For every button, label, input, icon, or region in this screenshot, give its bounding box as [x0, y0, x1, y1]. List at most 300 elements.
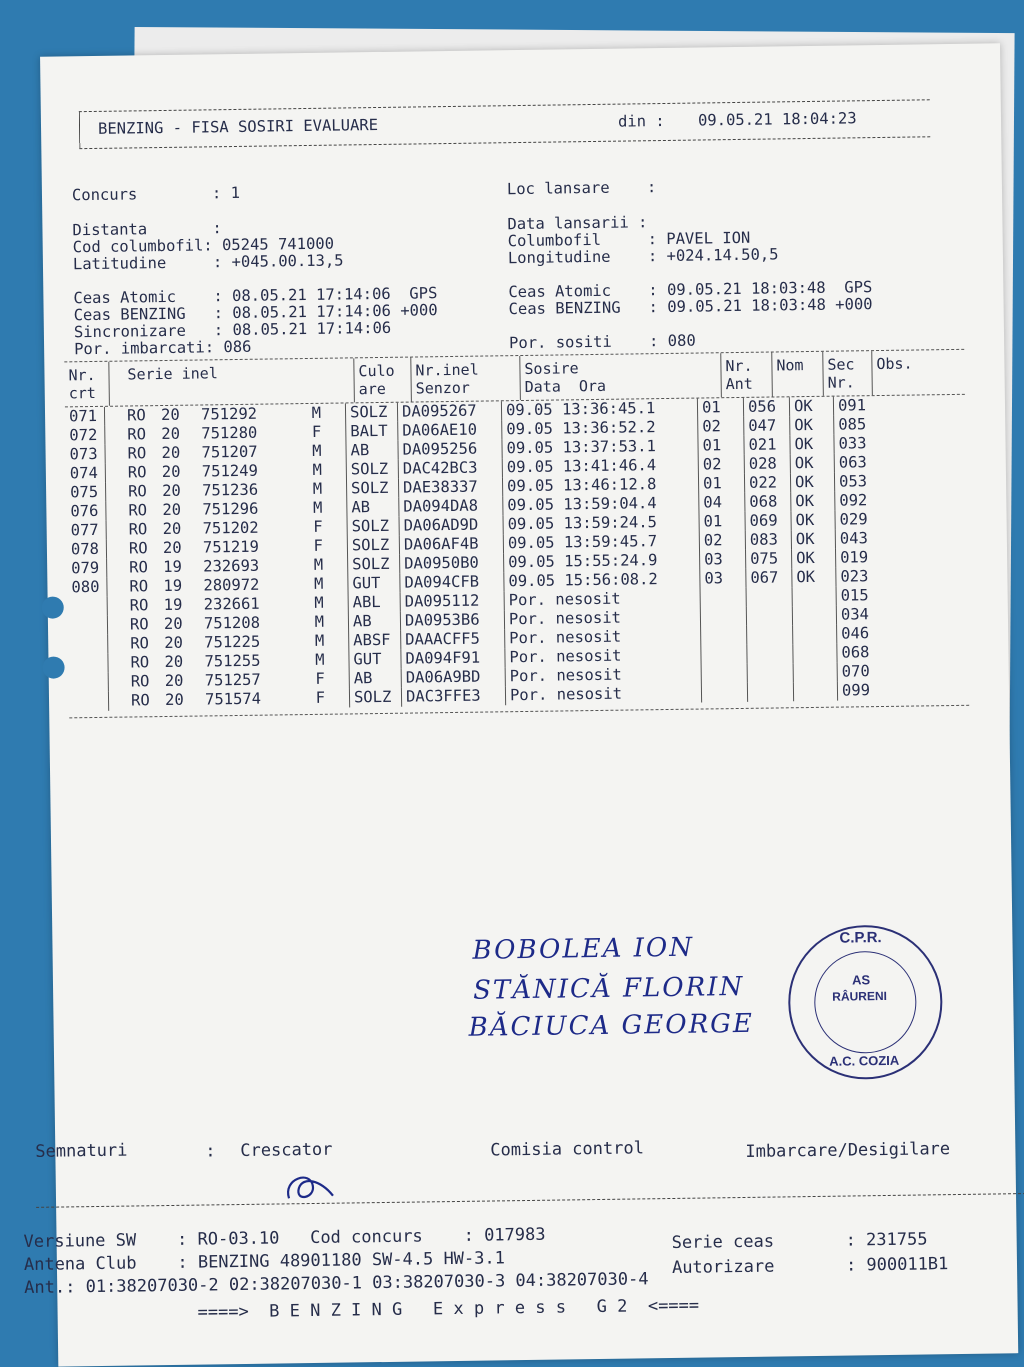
table-cell [835, 453, 895, 473]
table-cell [68, 654, 108, 674]
row-sex: F [303, 537, 323, 556]
row-inel: 751202 [203, 518, 303, 538]
table-cell [699, 455, 745, 475]
table-cell [347, 479, 399, 499]
table-cell [399, 477, 503, 497]
row-senzor: DA06AF4B [404, 535, 479, 554]
row-inel: 751292 [201, 404, 301, 424]
row-inel: 751280 [201, 423, 301, 443]
table-cell [794, 663, 838, 683]
table-cell [401, 648, 505, 668]
table-cell [348, 536, 400, 556]
row-sosire: 09.05 13:37:53.1 [506, 437, 656, 457]
table-cell [745, 511, 791, 531]
row-inel: 280972 [203, 575, 303, 595]
row-nr: 078 [71, 540, 99, 558]
table-cell [401, 629, 505, 649]
table-cell [701, 626, 747, 646]
row-obs: 092 [839, 491, 867, 509]
info-value: +024.14.50,5 [666, 245, 778, 265]
row-an: 19 [163, 557, 203, 577]
table-cell [793, 625, 837, 645]
row-culoare: GUT [352, 574, 380, 592]
table-cell [748, 682, 794, 702]
row-sosire: 09.05 13:59:45.7 [508, 532, 658, 552]
table-cell [747, 606, 793, 626]
table-cell [349, 593, 401, 613]
row-sex: M [302, 461, 322, 480]
row-senzor: DA095256 [402, 440, 477, 459]
row-culoare: ABSF [353, 631, 391, 650]
row-nom: 068 [749, 492, 777, 510]
row-nr: 076 [70, 502, 98, 520]
row-tara: RO [131, 691, 165, 710]
info-label: Ceas Atomic : [508, 281, 658, 301]
row-inel: 751257 [205, 670, 305, 690]
table-cell [744, 435, 790, 455]
row-senzor: DA0953B6 [405, 611, 480, 630]
info-value: 1 [230, 184, 240, 202]
row-an: 20 [162, 462, 202, 482]
row-ant: 01 [702, 398, 721, 416]
row-an: 19 [163, 576, 203, 596]
info-label: Data lansarii : [507, 213, 647, 233]
table-cell [791, 492, 835, 512]
print-date: 09.05.21 18:04:23 [698, 109, 857, 129]
info-value: 08.05.21 17:14:06 +000 [232, 301, 438, 322]
table-cell [793, 587, 837, 607]
table-cell [790, 435, 834, 455]
row-tara: RO [129, 520, 163, 539]
table-cell [745, 454, 791, 474]
row-sosire: 09.05 15:55:24.9 [508, 551, 658, 571]
row-senzor: DA095112 [405, 592, 480, 611]
row-tara: RO [129, 539, 163, 558]
table-cell [699, 474, 745, 494]
table-cell [748, 663, 794, 683]
row-ant: 04 [703, 493, 722, 511]
info-value: 09.05.21 18:03:48 +000 [667, 295, 873, 316]
row-obs: 091 [838, 396, 866, 414]
row-sex: M [304, 651, 324, 670]
table-cell [350, 669, 402, 689]
table-cell [109, 688, 350, 710]
info-label: Latitudine : [73, 253, 223, 273]
row-sosire: 09.05 13:36:52.2 [506, 418, 656, 438]
row-sex: M [301, 442, 321, 461]
row-sosire: 09.05 15:56:08.2 [508, 570, 658, 590]
row-sex: F [303, 518, 323, 537]
table-cell [701, 588, 747, 608]
row-senzor: DA094DA8 [403, 497, 478, 516]
table-cell [399, 496, 503, 516]
row-tara: RO [130, 634, 164, 653]
info-label: Cod columbofil: [73, 236, 213, 256]
row-inel: 751225 [204, 632, 304, 652]
row-nom: 056 [748, 397, 776, 415]
row-obs: 033 [838, 434, 866, 452]
table-cell [699, 493, 745, 513]
row-inel: 751236 [202, 480, 302, 500]
row-obs: 023 [840, 567, 868, 585]
row-ant: 01 [703, 512, 722, 530]
table-cell [837, 624, 897, 644]
col-nr: Nr. crt [64, 362, 110, 407]
table-cell [698, 417, 744, 437]
row-obs: 068 [841, 643, 869, 661]
row-sec: OK [795, 473, 814, 491]
table-cell [836, 567, 896, 587]
table-cell [348, 555, 400, 575]
row-obs: 099 [842, 681, 870, 699]
table-cell [745, 473, 791, 493]
row-senzor: DA06AE10 [402, 421, 477, 440]
row-nr: 071 [69, 407, 97, 425]
info-label: Columbofil : [508, 230, 658, 250]
row-sosire: Por. nesosit [509, 609, 621, 629]
row-nom: 075 [750, 549, 778, 567]
row-ant: 03 [704, 550, 723, 568]
table-cell [66, 502, 106, 522]
table-cell [698, 398, 744, 418]
table-cell [837, 586, 897, 606]
table-cell [746, 530, 792, 550]
table-cell [68, 616, 108, 636]
table-cell [835, 491, 895, 511]
row-tara: RO [131, 672, 165, 691]
table-cell [838, 681, 898, 701]
row-nom: 067 [750, 568, 778, 586]
punch-hole [42, 596, 64, 618]
table-cell [834, 434, 894, 454]
row-senzor: DAC42BC3 [403, 459, 478, 478]
table-cell [401, 610, 505, 630]
row-sec: OK [796, 530, 815, 548]
table-cell [398, 439, 502, 459]
row-tara: RO [129, 558, 163, 577]
row-culoare: SOLZ [352, 536, 390, 555]
col-sec: Sec Nr. [823, 351, 873, 396]
table-cell [793, 644, 837, 664]
table-cell [67, 540, 107, 560]
header-box [79, 99, 930, 149]
row-sec: OK [794, 435, 813, 453]
table-cell [346, 403, 398, 423]
stamp-middle-text: RÂURENI [832, 989, 887, 1004]
row-an: 20 [162, 481, 202, 501]
row-nr: 080 [71, 578, 99, 596]
table-cell [834, 415, 894, 435]
stamp-middle-text: AS [852, 972, 870, 987]
row-an: 20 [162, 500, 202, 520]
table-cell [65, 445, 105, 465]
info-label: Sincronizare : [74, 321, 224, 341]
row-sex: M [304, 613, 324, 632]
row-obs: 034 [841, 605, 869, 623]
info-value: PAVEL ION [666, 229, 750, 248]
table-cell [346, 441, 398, 461]
row-sosire: 09.05 13:46:12.8 [507, 475, 657, 495]
row-sosire: Por. nesosit [509, 590, 621, 610]
row-sex: F [301, 423, 321, 442]
row-sex: M [304, 632, 324, 651]
col-sosire: Sosire Data Ora [520, 353, 722, 400]
table-cell [700, 531, 746, 551]
table-cell [837, 643, 897, 663]
row-sex: F [305, 670, 325, 689]
row-obs: 015 [841, 586, 869, 604]
table-cell [792, 530, 836, 550]
table-cell [701, 607, 747, 627]
table-cell [700, 550, 746, 570]
table-cell [68, 635, 108, 655]
table-cell [402, 667, 506, 687]
table-cell [399, 458, 503, 478]
row-culoare: SOLZ [351, 479, 389, 498]
table-cell [790, 416, 834, 436]
info-value: 08.05.21 17:14:06 GPS [232, 284, 438, 305]
row-culoare: GUT [353, 650, 381, 668]
row-culoare: SOLZ [352, 555, 390, 574]
table-cell [67, 578, 107, 598]
row-culoare: SOLZ [351, 460, 389, 479]
table-cell [349, 631, 401, 651]
row-obs: 070 [842, 662, 870, 680]
row-ant: 01 [702, 436, 721, 454]
table-cell [744, 397, 790, 417]
row-sec: OK [794, 397, 813, 415]
info-value: 05245 741000 [222, 235, 334, 255]
row-obs: 085 [838, 415, 866, 433]
row-nr: 075 [70, 483, 98, 501]
signature-crescator: Crescator [240, 1140, 332, 1161]
row-obs: 019 [840, 548, 868, 566]
row-tara: RO [127, 425, 161, 444]
row-an: 20 [161, 424, 201, 444]
row-nr: 072 [69, 426, 97, 444]
row-culoare: AB [353, 612, 372, 630]
row-sec: OK [795, 511, 814, 529]
row-inel: 232693 [203, 556, 303, 576]
row-obs: 029 [839, 510, 867, 528]
row-an: 20 [164, 633, 204, 653]
row-sec: OK [794, 416, 813, 434]
table-cell [350, 688, 402, 708]
table-cell [835, 472, 895, 492]
table-cell [348, 574, 400, 594]
row-sex: M [302, 499, 322, 518]
table-cell [836, 548, 896, 568]
table-cell [836, 529, 896, 549]
table-cell [68, 597, 108, 617]
row-culoare: AB [350, 441, 369, 459]
table-cell [398, 420, 502, 440]
row-tara: RO [130, 653, 164, 672]
table-cell [793, 606, 837, 626]
row-nom: 022 [749, 473, 777, 491]
table-cell [794, 682, 838, 702]
table-cell [792, 568, 836, 588]
row-obs: 063 [839, 453, 867, 471]
table-cell [746, 568, 792, 588]
table-cell [834, 396, 894, 416]
info-label: Ceas Atomic : [73, 287, 223, 307]
row-culoare: AB [354, 669, 373, 687]
table-cell [791, 454, 835, 474]
row-nr: 079 [71, 559, 99, 577]
row-sec: OK [796, 568, 815, 586]
col-ant: Nr. Ant [721, 353, 773, 398]
date-label: din : [618, 112, 665, 131]
table-cell [398, 401, 502, 421]
row-nom: 083 [750, 530, 778, 548]
info-label: Longitudine : [508, 247, 658, 267]
row-sosire: Por. nesosit [509, 628, 621, 648]
row-nom: 047 [748, 416, 776, 434]
row-culoare: AB [351, 498, 370, 516]
info-value: +045.00.13,5 [231, 251, 343, 271]
table-body [65, 395, 969, 712]
row-ant: 02 [704, 531, 723, 549]
table-cell [744, 416, 790, 436]
row-an: 19 [164, 595, 204, 615]
row-tara: RO [129, 577, 163, 596]
row-sosire: Por. nesosit [509, 647, 621, 667]
row-tara: RO [127, 444, 161, 463]
info-label: Ceas BENZING : [74, 304, 224, 324]
table-cell [400, 515, 504, 535]
table-cell [65, 407, 105, 427]
table-cell [400, 534, 504, 554]
row-nom: 028 [749, 454, 777, 472]
table-cell [701, 645, 747, 665]
table-cell [349, 650, 401, 670]
table-cell [699, 512, 745, 532]
row-an: 20 [164, 652, 204, 672]
table-cell [747, 625, 793, 645]
row-ant: 03 [704, 569, 723, 587]
row-ant: 02 [702, 417, 721, 435]
row-sosire: 09.05 13:59:24.5 [507, 513, 657, 533]
table-cell [792, 549, 836, 569]
row-sec: OK [795, 492, 814, 510]
footer-banner: ====> B E N Z I N G E x p r e s s G 2 <==== [197, 1296, 699, 1323]
info-label: Por. sositi : [509, 332, 659, 352]
row-sec: OK [795, 454, 814, 472]
footer-line: Serie ceas : 231755 [672, 1229, 928, 1253]
stamp-bottom-text: A.C. COZIA [829, 1053, 899, 1069]
row-sex: F [305, 689, 325, 708]
table-cell [790, 397, 834, 417]
row-culoare: ABL [353, 593, 381, 611]
table-cell [747, 644, 793, 664]
row-obs: 046 [841, 624, 869, 642]
table-cell [65, 426, 105, 446]
row-sosire: 09.05 13:41:46.4 [507, 456, 657, 476]
row-nr: 077 [71, 521, 99, 539]
signature-comisia: Comisia control [490, 1138, 644, 1160]
table-cell [66, 483, 106, 503]
table-cell [400, 572, 504, 592]
table-cell [401, 591, 505, 611]
document-title: BENZING - FISA SOSIRI EVALUARE [98, 116, 378, 138]
row-sosire: Por. nesosit [510, 666, 622, 686]
footer-line: Ant.: 01:38207030-2 02:38207030-1 03:38207030-3 04:38207030-4 [24, 1269, 649, 1298]
row-sosire: 09.05 13:59:04.4 [507, 494, 657, 514]
info-value: 09.05.21 18:03:48 GPS [667, 278, 873, 299]
table-cell [835, 510, 895, 530]
row-culoare: SOLZ [352, 517, 390, 536]
row-nr: 074 [70, 464, 98, 482]
row-nr: 073 [69, 445, 97, 463]
row-ant: 01 [703, 474, 722, 492]
table-cell [837, 605, 897, 625]
table-cell [747, 587, 793, 607]
table-cell [791, 473, 835, 493]
row-sex: M [301, 404, 321, 423]
row-inel: 751296 [202, 499, 302, 519]
footer-line: Autorizare : 900011B1 [672, 1254, 949, 1278]
row-nom: 069 [749, 511, 777, 529]
info-label: Distanta : [72, 219, 222, 239]
col-serie: Serie inel [109, 358, 355, 405]
club-stamp [787, 924, 943, 1080]
info-label: Loc lansare : [507, 178, 657, 198]
row-ant: 02 [703, 455, 722, 473]
row-inel: 751207 [201, 442, 301, 462]
row-sex: M [303, 556, 323, 575]
row-sex: M [303, 575, 323, 594]
row-inel: 751208 [204, 613, 304, 633]
row-senzor: DAAACFF5 [405, 630, 480, 649]
footer-rule [36, 1193, 1024, 1208]
info-value: 086 [223, 338, 251, 356]
stamp-top-text: C.P.R. [839, 929, 881, 947]
row-tara: RO [128, 482, 162, 501]
info-label: Por. imbarcati: [74, 338, 214, 358]
row-tara: RO [130, 615, 164, 634]
footer-line: Versiune SW : RO-03.10 Cod concurs : 017983 [23, 1225, 545, 1252]
info-value: 08.05.21 17:14:06 [232, 319, 391, 339]
row-an: 20 [163, 519, 203, 539]
arrivals-table [64, 349, 969, 719]
row-culoare: SOLZ [354, 688, 392, 707]
row-nom: 021 [748, 435, 776, 453]
row-inel: 751255 [204, 651, 304, 671]
col-culoare: Culo are [354, 358, 412, 403]
row-senzor: DA06AD9D [404, 516, 479, 535]
punch-hole [42, 656, 64, 678]
row-culoare: SOLZ [350, 403, 388, 422]
row-senzor: DA094F91 [405, 649, 480, 668]
row-tara: RO [127, 406, 161, 425]
info-value: 080 [668, 332, 696, 350]
table-cell [698, 436, 744, 456]
row-culoare: BALT [350, 422, 388, 441]
col-nom: Nom [772, 352, 824, 397]
document-sheet [40, 43, 1018, 1366]
table-cell [400, 553, 504, 573]
table-cell [745, 492, 791, 512]
row-senzor: DA0950B0 [404, 554, 479, 573]
row-an: 20 [165, 671, 205, 691]
row-an: 20 [164, 614, 204, 634]
row-inel: 751574 [205, 689, 305, 709]
table-cell [702, 664, 748, 684]
row-sex: M [302, 480, 322, 499]
row-obs: 043 [840, 529, 868, 547]
table-cell [506, 684, 702, 706]
